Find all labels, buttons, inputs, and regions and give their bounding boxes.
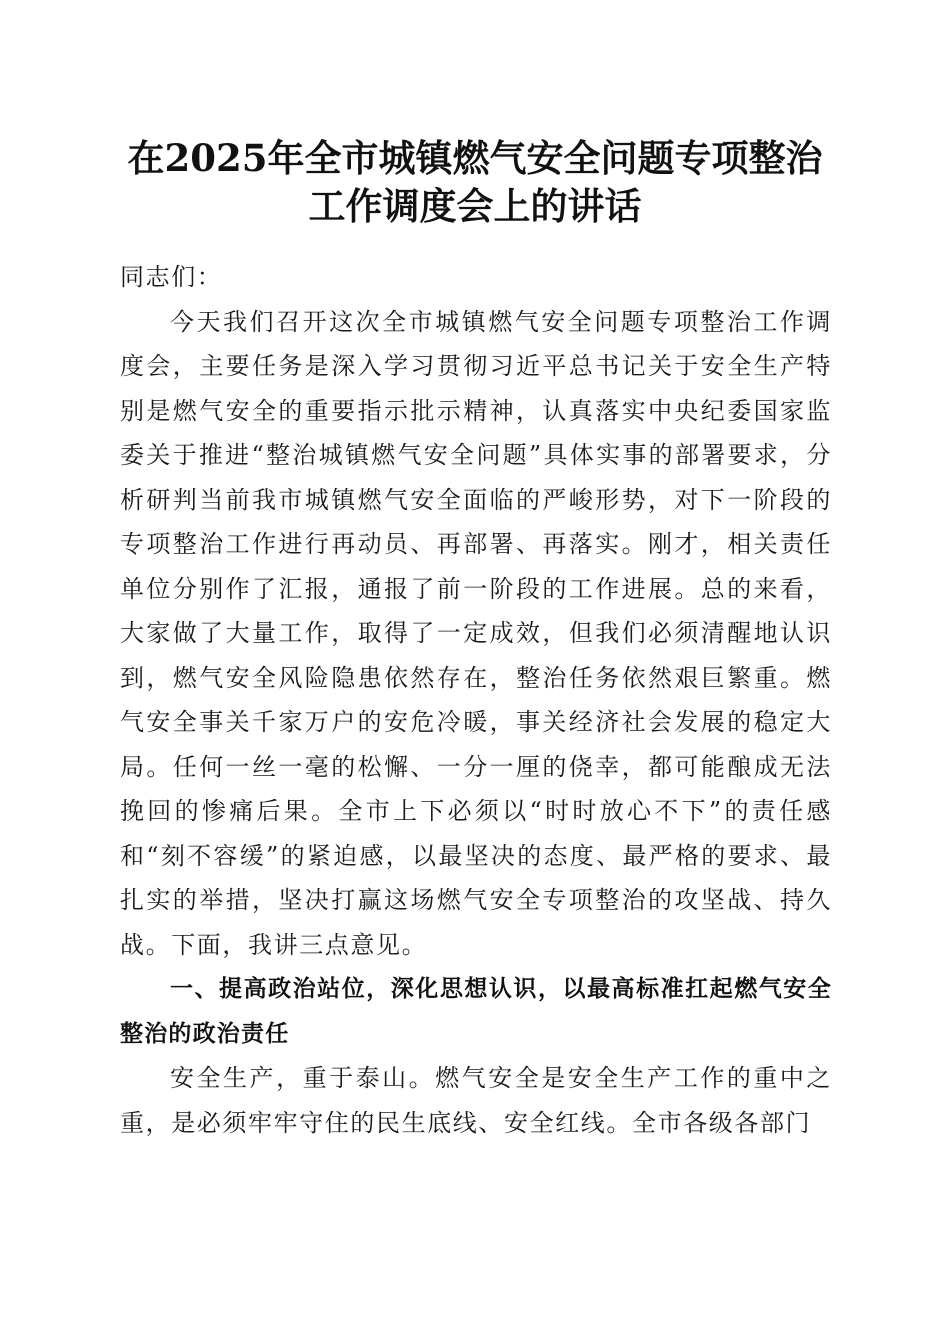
section-paragraph: 安全生产，重于泰山。燃气安全是安全生产工作的重中之重，是必须牢牢守住的民生底线、安全红线。全市各级各部门 <box>120 1064 832 1137</box>
intro-paragraph: 今天我们召开这次全市城镇燃气安全问题专项整治工作调度会，主要任务是深入学习贯彻习近平总书记关于安全生产特别是燃气安全的重要指示批示精神，认真落实中央纪委国家监委关于推进“整治城镇燃气安全问题”具体实事的部署要求，分析研判当前我市城镇燃气安全面临的严峻形势，对下一阶段的专项整治工作进行再动员、再部署、再落实。刚才，相关责任单位分别作了汇报，通报了前一阶段的工作进展。总的来看，大家做了大量工作，取得了一定成效，但我们必须清醒地认识到，燃气安全风险隐患依然存在，整治任务依然艰巨繁重。燃气安全事关千家万户的安危冷暖，事关经济社会发展的稳定大局。任何一丝一毫的松懈、一分一厘的侥幸，都可能酿成无法挽回的惨痛后果。全市上下必须以“时时放心不下”的责任感和“刻不容缓”的紧迫感，以最坚决的态度、最严格的要求、最扎实的举措，坚决打赢这场燃气安全专项整治的攻坚战、持久战。下面，我讲三点意见。 <box>120 307 832 959</box>
section-heading: 一、提高政治站位，深化思想认识，以最高标准扛起燃气安全整治的政治责任 <box>120 976 832 1047</box>
salutation: 同志们： <box>120 263 223 291</box>
document-title: 在2025年全市城镇燃气安全问题专项整治工作调度会上的讲话 <box>127 136 823 228</box>
document-body <box>120 255 832 1145</box>
